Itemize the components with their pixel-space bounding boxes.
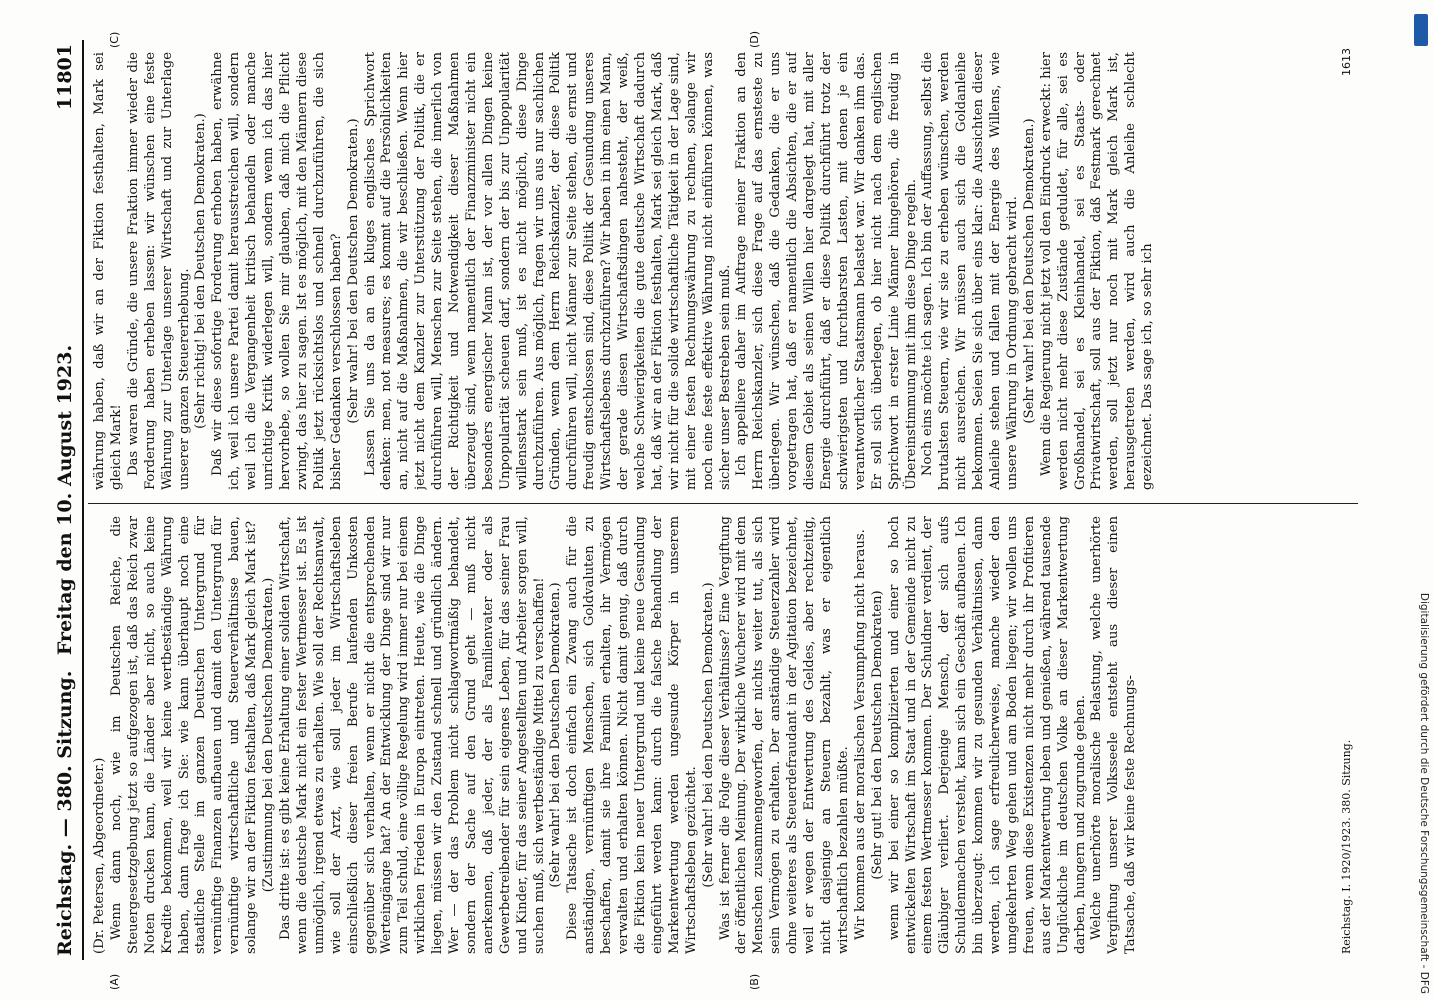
watermark-text: Digitalisierung gefördert durch die Deutsche Forschungsgemeinschaft - DFG <box>1418 592 1430 994</box>
interjection: (Sehr richtig! bei den Deutschen Demokraten.) <box>193 113 209 429</box>
column-divider <box>88 503 1358 504</box>
interjection: (Sehr wahr! bei den Deutschen Demokraten.) <box>1021 118 1037 424</box>
interjection: (Sehr wahr! bei den Deutschen Demokraten.) <box>548 582 564 888</box>
paragraph: Wenn dann noch, wie im Deutschen Reiche, die Steuergesetzgebung jetzt so aufgezogen ist, daß das Reich zwar Noten drucken kann, die Länder aber nicht, so auch keine Kredite bekommen, weil wir keine wertbeständige Währung haben, dann frage ich Sie: wie kann überhaupt noch eine staatliche Stelle im ganzen Deutschen Untergrund für vernünftige Finanzen aufbauen und damit den Untergrund für vernünftige wirtschaftliche und Steuerverhältnisse bauen, solange wir an der Fiktion festhalten, daß Mark gleich Mark ist? <box>108 516 260 954</box>
margin-marker-b: (B) <box>748 973 761 990</box>
paragraph: Das dritte ist: es gibt keine Erhaltung einer soliden Wirtschaft, wenn die deutsche Mark nicht ein fester Wertmesser ist. Es ist unmöglich, irgend etwas zu erhalten. Wie soll der Rechtsanwalt, wie soll der Arzt, wie soll jeder im Wirtschaftsleben einschließlich dieser freien Berufe laufenden Unkosten gegenüber sich verhalten, wenn er nicht die entsprechenden Werteingänge hat? An der Entwicklung der Dinge sind wir nur zum Teil schuld, eine völlige Regelung wird immer nur bei einem wirklichen Frieden in Europa eintreten. Heute, wie die Dinge liegen, müssen wir den Zustand schnell und gründlich ändern. Wer — der das Problem nicht schlagwortmäßig behandelt, sondern der Sache auf den Grund geht — muß nicht anerkennen, daß jeder, der als Familienvater oder als Gewerbetreibender für sein eigenes Leben, für das seiner Frau und Kinder, für das seiner Angestellten und Arbeiter sorgen will, suchen muß, sich wertbeständige Mittel zu verschaffen! <box>277 516 547 954</box>
interjection: (Sehr wahr! bei den Deutschen Demokraten.) <box>700 582 716 888</box>
paragraph: Was ist ferner die Folge dieser Verhältnisse? Eine Vergiftung der öffentlichen Meinung. Der wirkliche Wucherer wird mit dem Menschen zusammengeworfen, der nichts weiter tut, als sich sein Vermögen zu erhalten. Der anständige Steuerzahler wird ohne weiteres als Steuerdefraudant in der Agitation bezeichnet, weil er wegen der Entwertung des Geldes, aber rechtzeitig, nicht dasjenige an Steuern bezahlt, was er eigentlich wirtschaftlich bezahlen müßte. <box>717 516 851 954</box>
paragraph: Daß wir diese sofortige Forderung erhoben haben, erwähne ich, weil ich unsere Partei damit herausstreichen will, sondern weil ich die Vergangenheit kritisch behandeln oder manche unrichtige Kritik widerlegen will, sondern wenn ich das hier hervorhebe, so wollen Sie mir glauben, daß mich die Pflicht zwingt, das hier zu sagen. Ist es möglich, mit den Männern diese Politik jetzt rücksichtslos und schnell durchzuführen, die sich bisher Gedanken verschlossen haben? <box>210 52 344 490</box>
margin-marker-d: (D) <box>748 30 761 48</box>
right-column <box>92 52 1362 490</box>
paragraph: Wenn die Regierung nicht jetzt voll den Eindruck erweckt: hier werden nicht mehr diese Zustände geduldet, für alle, sei es Großhandel, sei es Kleinhandel, sei es Staats- oder Privatwirtschaft, soll aus der Fiktion, daß Festmark gerechnet werden, soll jetzt nur noch mit Mark gleich Mark ist, herausgetreten werden, wird auch die Anleihe schlecht gezeichnet. Das sage ich, so sehr ich <box>1038 52 1156 490</box>
interjection: (Sehr gut! bei den Deutschen Demokraten) <box>869 590 885 880</box>
margin-marker-c: (C) <box>108 31 121 48</box>
paragraph: Das waren die Gründe, die unsere Fraktion immer wieder die Forderung haben erheben lassen: wir wünschen eine feste Währung zur Unterlage unserer Wirtschaft und zur Unterlage unserer ganzen Steuererhebung. <box>125 52 192 490</box>
paragraph: Lassen Sie uns da an ein kluges englisches Sprichwort denken: men, not measures; es kommt auf die Persönlichkeiten an, nicht auf die Maßnahmen, die wir beschließen. Wenn hier jetzt nicht dem Kanzler zur Unterstützung der Politik, die er durchführen will, Menschen zur Seite stehen, die innerlich von der Richtigkeit und Notwendigkeit dieser Maßnahmen überzeugt sind, wenn namentlich der Finanzminister nicht ein besonders energischer Mann ist, der vor allen Dingen keine Unpopularität scheuen darf, sondern der bis zur Unpopularität willensstark sein muß, ist es nicht möglich, diese Dinge durchzuführen. Aus möglich, fragen wir uns aus nur sachlichen Gründen, wenn dem Herrn Reichskanzler, der diese Politik durchführen will, nicht Männer zur Seite stehen, die ernst und freudig entschlossen sind, diese Politik der Gesundung unseres Wirtschaftslebens durchzuführen? Wir haben in ihm einen Mann, der gerade diesen Wirtschaftsdingen nahesteht, der weiß, welche Schwierigkeiten die gute deutsche Wirtschaft dadurch hat, daß wir an der Fiktion festhalten, Mark sei gleich Mark, daß wir nicht für die solide wirtschaftliche Tätigkeit in der Lage sind, mit einer festen Rechnungswährung zu rechnen, solange wir noch eine feste effektive Währung nicht einführen können, was sicher unser Bestreben sein muß. <box>362 52 733 490</box>
page-footer: Reichstag. I. 1920/1923. 380. Sitzung. <box>1340 739 1353 954</box>
page-header <box>48 40 84 960</box>
dfg-watermark <box>1412 6 1432 994</box>
page-number: 1613 <box>1340 48 1353 76</box>
left-column <box>92 516 1362 954</box>
header-date: Freitag den 10. August 1923. <box>54 344 76 656</box>
rotated-sheet <box>48 30 1378 990</box>
paragraph: Wir kommen aus der moralischen Versumpfung nicht heraus. <box>852 529 868 940</box>
paragraph: wenn wir bei einer so komplizierten und einer so hoch entwickelten Wirtschaft im Staat und in der Gemeinde nicht zu einem festen Wertmesser kommen. Der Schuldner verdient, der Gläubiger verliert. Derjenige Mensch, der sich aufs Schuldenmachen versteht, kann sich ein Geschäft aufbauen. Ich bin überzeugt: kommen wir zu gesunden Verhältnissen, dann werden, ich sage erfreulicherweise, manche wieder den umgekehrten Weg gehen und am Boden liegen; wir wollen uns freuen, wenn diese Existenzen nicht mehr durch ihr Profitieren aus der Markentwertung leben und genießen, während tausende Unglückliche im deutschen Volke an dieser Markentwertung darben, hungern und zugrunde gehen. <box>886 516 1088 954</box>
paragraph: Ich appelliere daher im Auftrage meiner Fraktion an den Herrn Reichskanzler, sich diese Frage auf das ernsteste zu überlegen. Wir wünschen, daß die Gedanken, die er uns vorgetragen hat, daß er namentlich die Absichten, die er auf diesem Gebiet als seinen Willen hier dargelegt hat, mit aller Energie durchführt, daß er diese Politik durchführt trotz der schwierigsten und furchtbarsten Lasten, mit denen je ein verantwortlicher Staatsmann belastet war. Wir danken ihm das. Er soll sich überlegen, ob hier nicht nach dem englischen Sprichwort in erster Linie Männer hingehören, die freudig in Übereinstimmung mit ihm diese Dinge regeln. <box>734 52 919 490</box>
paragraph: Diese Tatsache ist doch einfach ein Zwang auch für die anständigen, vernünftigen Menschen, sich Goldvaluten zu beschaffen, damit sie ihre Familien erhalten, ihr Vermögen verwalten und erhalten können. Nicht damit genug, daß durch die Fiktion kein neuer Untergrund und keine neue Gesundung eingeführt werden kann: durch die falsche Behandlung der Markentwertung werden ungesunde Körper in unserem Wirtschaftsleben gezüchtet. <box>565 516 699 954</box>
speaker-line: (Dr. Petersen, Abgeordneter.) <box>92 757 107 954</box>
paragraph: Noch eins möchte ich sagen. Ich bin der Auffassung, selbst die brutalsten Steuern, wie wir sie zu erheben wünschen, werden nicht ausreichen. Wir müssen auch sich die Goldanleihe bekommen. Seien Sie sich über eins klar: die Aussichten dieser Anleihe stehen und fallen mit der Energie des Willens, wie unsere Währung in Ordnung gebracht wird. <box>920 52 1020 490</box>
paragraph: Welche unerhörte moralische Belastung, welche unerhörte Vergiftung unserer Volksseele entsteht aus dieser einen Tatsache, daß wir keine feste Rechnungs- <box>1089 516 1139 954</box>
interjection: (Sehr wahr! bei den Deutschen Demokraten.) <box>345 118 361 424</box>
paragraph: währung haben, daß wir an der Fiktion festhalten, Mark sei gleich Mark! <box>92 52 124 490</box>
interjection: (Zustimmung bei den Deutschen Demokraten.) <box>261 577 277 893</box>
margin-marker-a: (A) <box>108 973 121 990</box>
header-session: Reichstag. — 380. Sitzung. <box>54 670 76 956</box>
header-column-number: 11801 <box>54 44 76 111</box>
